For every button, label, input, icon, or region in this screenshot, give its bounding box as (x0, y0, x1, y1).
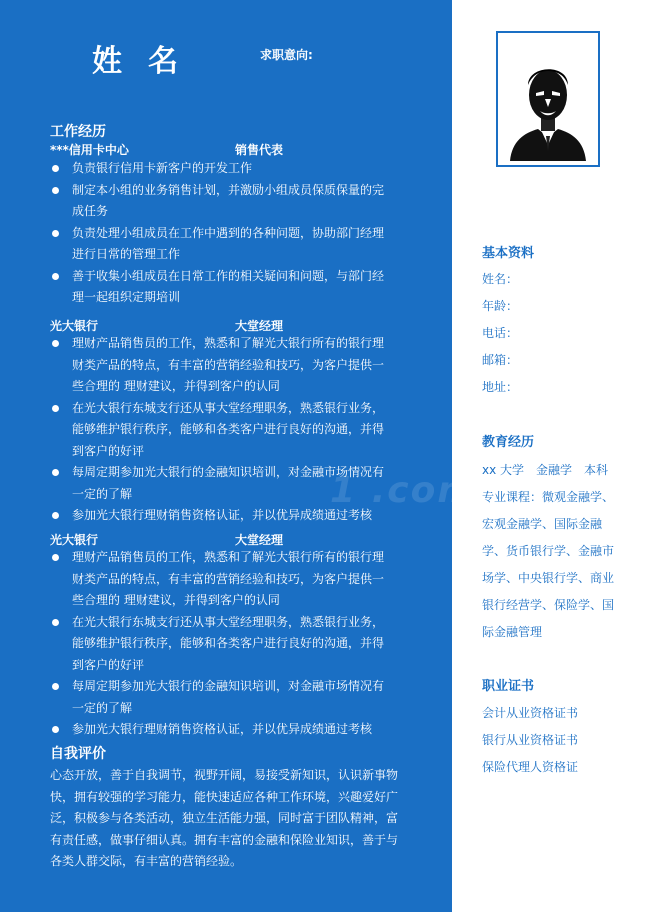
job-duties (50, 158, 395, 309)
duty-item: 在光大银行东城支行还从事大堂经理职务，熟悉银行业务，能够维护银行秩序，能够和各类客户进行良好的沟通，并得到客户的好评 (50, 612, 395, 677)
job-position: 销售代表 (235, 143, 284, 157)
job-header (50, 141, 284, 158)
job-duties (50, 333, 395, 527)
duty-item: 制定本小组的业务销售计划，并激励小组成员保质保量的完成任务 (50, 180, 395, 223)
job-org: 光大银行 (50, 319, 99, 333)
address-label: 地址： (482, 380, 519, 394)
education-details (482, 457, 617, 646)
job-org: 光大银行 (50, 533, 99, 547)
self-evaluation-title: 自我评价 (50, 746, 106, 762)
job-position: 大堂经理 (235, 533, 284, 547)
duty-item: 负责银行信用卡新客户的开发工作 (50, 158, 395, 180)
education-courses: 专业课程：微观金融学、宏观金融学、国际金融学、货币银行学、金融市场学、中央银行学、商业银行经营学、保险学、国际金融管理 (482, 490, 615, 639)
job-position: 大堂经理 (235, 319, 284, 333)
job-intent-label: 求职意向: (260, 48, 313, 62)
duty-item: 理财产品销售员的工作，熟悉和了解光大银行所有的银行理财类产品的特点，有丰富的营销经验和技巧，为客户提供一些合理的 理财建议，并得到客户的认同 (50, 333, 395, 398)
name-label: 姓名： (482, 272, 519, 286)
email-label: 邮箱： (482, 353, 519, 367)
job-duties (50, 547, 395, 741)
duty-item: 每周定期参加光大银行的金融知识培训，对金融市场情况有一定的了解 (50, 462, 395, 505)
basic-info-title: 基本资料 (482, 246, 535, 261)
duty-item: 在光大银行东城支行还从事大堂经理职务，熟悉银行业务，能够维护银行秩序，能够和各类客户进行良好的沟通，并得到客户的好评 (50, 398, 395, 463)
age-label: 年龄： (482, 299, 519, 313)
certificate-item: 保险代理人资格证 (482, 760, 579, 774)
job-org: ***信用卡中心 (50, 143, 129, 157)
duty-item: 参加光大银行理财销售资格认证，并以优异成绩通过考核 (50, 719, 395, 741)
job-header (50, 531, 284, 548)
work-experience-title: 工作经历 (50, 124, 106, 140)
job-header (50, 317, 284, 334)
certificate-item: 会计从业资格证书 (482, 706, 579, 720)
education-school-line: xx 大学 金融学 本科 (482, 463, 609, 477)
education-title: 教育经历 (482, 435, 535, 450)
candidate-name: 姓名 (92, 44, 204, 79)
duty-item: 负责处理小组成员在工作中遇到的各种问题，协助部门经理进行日常的管理工作 (50, 223, 395, 266)
profile-photo (496, 31, 600, 167)
certificates-title: 职业证书 (482, 679, 535, 694)
duty-item: 参加光大银行理财销售资格认证，并以优异成绩通过考核 (50, 505, 395, 527)
duty-item: 善于收集小组成员在日常工作的相关疑问和问题，与部门经理一起组织定期培训 (50, 266, 395, 309)
certificate-item: 银行从业资格证书 (482, 733, 579, 747)
duty-item: 每周定期参加光大银行的金融知识培训，对金融市场情况有一定的了解 (50, 676, 395, 719)
person-silhouette-icon (498, 33, 598, 165)
duty-item: 理财产品销售员的工作，熟悉和了解光大银行所有的银行理财类产品的特点，有丰富的营销经验和技巧，为客户提供一些合理的 理财建议，并得到客户的认同 (50, 547, 395, 612)
self-evaluation-text: 心态开放，善于自我调节，视野开阔，易接受新知识，认识新事物快，拥有较强的学习能力，能快速适应各种工作环境，兴趣爱好广泛，积极参与各类活动，独立生活能力强，同时富于团队精神，富有责任感，做事仔细认真。拥有丰富的金融和保险业知识，善于与各类人群交际，有丰富的营销经验。 (50, 768, 399, 868)
phone-label: 电话： (482, 326, 519, 340)
